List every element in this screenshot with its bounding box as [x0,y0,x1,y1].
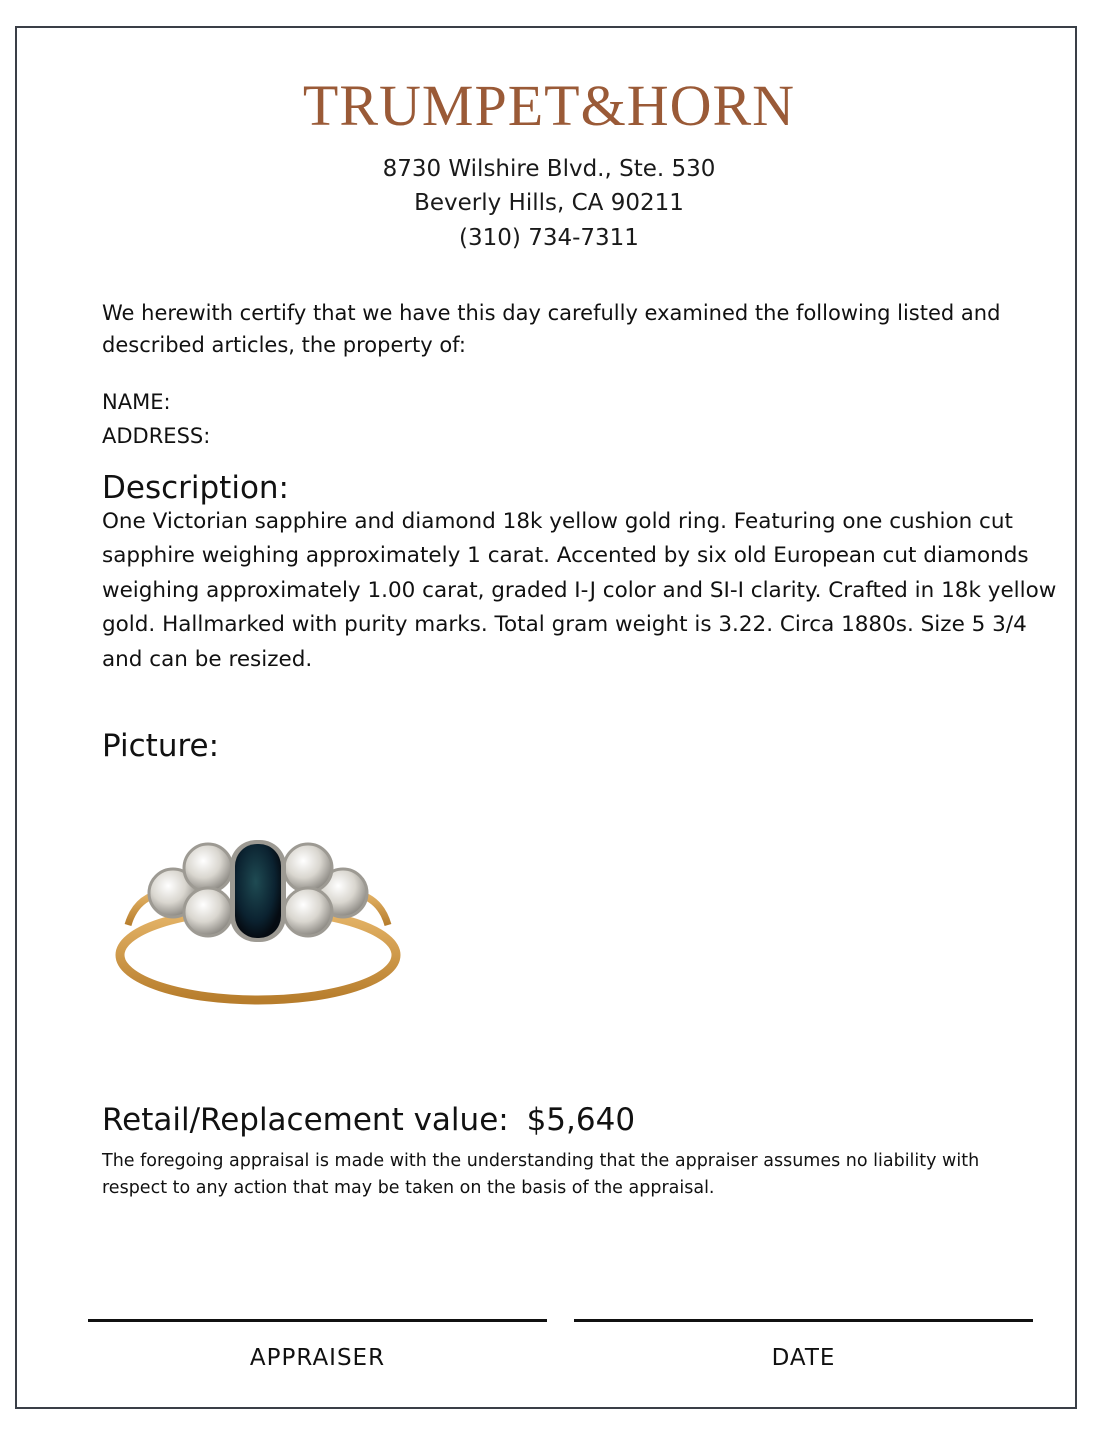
valuation-label: Retail/Replacement value: [102,1102,509,1138]
appraiser-label: APPRAISER [249,1345,386,1371]
disclaimer-text: The foregoing appraisal is made with the understanding that the appraiser assumes no liability with respect to any action that may be taken on the basis of the appraisal. [102,1151,980,1198]
brand-logo: TRUMPET&HORN [302,73,796,138]
appraiser-signature-line [88,1319,547,1322]
ring-photo [108,830,408,1010]
address-label: ADDRESS: [102,424,211,448]
description-text: One Victorian sapphire and diamond 18k yellow gold ring. Featuring one cushion cut sapphire weighing approximately 1 carat. Accented by six old European cut diamonds weighing approximately 1.00 carat, graded I-J color and SI-I clarity. Crafted in 18k yellow gold. Hallmarked with purity marks. Total gram weight is 3.22. Circa 1880s. Size 5 3/4 and can be resized. [102,509,1057,672]
certify-statement: We herewith certify that we have this day carefully examined the following listed and described articles, the property of: [102,301,1001,357]
valuation-row [102,1100,635,1140]
date-signature-line [574,1319,1033,1322]
date-label: DATE [771,1345,836,1371]
address-line-1: 8730 Wilshire Blvd., Ste. 530 [382,156,716,182]
phone-number: (310) 734-7311 [459,225,639,251]
valuation-amount: $5,640 [526,1102,636,1138]
picture-heading: Picture: [102,728,220,764]
name-label: NAME: [102,390,171,414]
description-heading: Description: [102,470,289,506]
address-line-2: Beverly Hills, CA 90211 [414,190,684,216]
